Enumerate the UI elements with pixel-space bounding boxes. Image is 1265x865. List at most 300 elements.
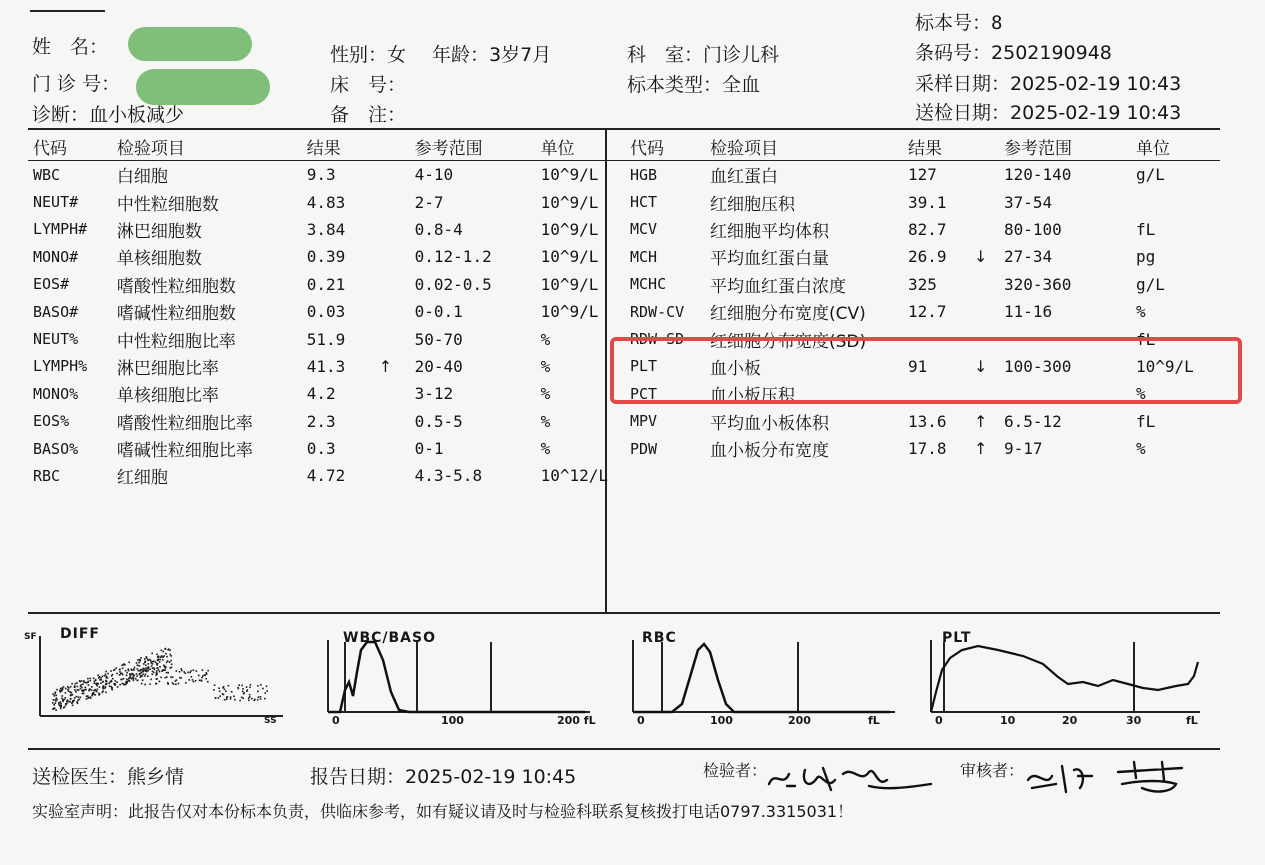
rbc-tick-100: 100 xyxy=(710,714,733,727)
diff-dot xyxy=(116,673,118,675)
diff-dot xyxy=(105,692,107,694)
table-row xyxy=(630,435,1225,462)
diff-dot xyxy=(62,701,64,703)
result-item: 淋巴细胞数 xyxy=(116,221,202,242)
diff-dot xyxy=(258,696,260,698)
diff-dot xyxy=(199,680,201,682)
result-item: 血红蛋白 xyxy=(710,167,778,188)
result-range: 27-34 xyxy=(1004,247,1053,267)
result-flag xyxy=(974,161,1004,188)
diff-dot xyxy=(260,698,262,700)
diff-dot xyxy=(218,687,220,689)
diff-dot xyxy=(156,683,158,685)
result-unit: % xyxy=(1136,302,1146,322)
diff-dot xyxy=(120,679,122,681)
diff-dot xyxy=(53,699,55,701)
diff-dot xyxy=(142,674,144,676)
name-redaction xyxy=(128,27,252,61)
diff-dot xyxy=(189,672,191,674)
diff-dot xyxy=(60,703,62,705)
diff-dot xyxy=(262,688,264,690)
footer-rule xyxy=(28,748,1220,750)
diff-dot xyxy=(110,670,112,672)
diff-dot xyxy=(61,690,63,692)
table-row xyxy=(33,462,608,489)
diff-dot xyxy=(89,688,91,690)
diff-dot xyxy=(138,662,140,664)
diff-dot xyxy=(238,684,240,686)
lab-statement: 实验室声明：此报告仅对本份标本负责，供临床参考，如有疑议请及时与检验科联系复核拨打电话0797.3315031！ xyxy=(32,802,854,821)
result-range: 2-7 xyxy=(414,192,444,212)
table-row xyxy=(33,435,608,462)
table-row xyxy=(33,188,608,215)
result-code: BASO% xyxy=(33,439,79,458)
result-code: EOS# xyxy=(33,275,70,294)
diff-dot xyxy=(115,667,117,669)
result-item: 嗜酸性粒细胞比率 xyxy=(116,413,253,434)
diff-dot xyxy=(159,666,161,668)
diff-dot xyxy=(167,682,169,684)
diff-dot xyxy=(139,659,141,661)
diff-dot xyxy=(147,668,149,670)
diff-dot xyxy=(254,699,256,701)
diff-dot xyxy=(56,689,58,691)
diff-dot xyxy=(77,686,79,688)
diff-dot xyxy=(207,681,209,683)
result-code: PCT xyxy=(630,384,658,403)
doctor-value: 熊乡情 xyxy=(127,766,185,788)
result-range: 4-10 xyxy=(414,165,454,185)
diff-dot xyxy=(102,692,104,694)
report-date-label: 报告日期： xyxy=(310,766,406,788)
result-range: 0-0.1 xyxy=(414,302,463,322)
diff-dot xyxy=(133,669,135,671)
rbc-histogram xyxy=(630,632,910,727)
diff-dot xyxy=(106,681,108,683)
diff-dot xyxy=(218,697,220,699)
diff-dot xyxy=(152,663,154,665)
result-range: 320-360 xyxy=(1004,274,1072,294)
diff-dot xyxy=(80,684,82,686)
diff-dot xyxy=(215,697,217,699)
result-range: 9-17 xyxy=(1004,439,1043,459)
result-unit: 10^9/L xyxy=(540,165,599,185)
diff-dot xyxy=(76,682,78,684)
wbc-tick-0: 0 xyxy=(332,714,340,727)
diff-dot xyxy=(169,654,171,656)
diff-dot xyxy=(205,678,207,680)
diff-dot xyxy=(87,678,89,680)
diff-dot xyxy=(202,669,204,671)
diff-dot xyxy=(155,674,157,676)
diff-dot xyxy=(138,670,140,672)
diff-dot xyxy=(54,695,56,697)
diff-dot xyxy=(171,667,173,669)
result-flag xyxy=(379,380,415,407)
diff-dot xyxy=(95,679,97,681)
diff-dot xyxy=(165,667,167,669)
diff-dot xyxy=(102,686,104,688)
table-row xyxy=(33,325,608,352)
diff-dot xyxy=(133,680,135,682)
collect-date-label: 采样日期： xyxy=(915,73,1011,95)
diff-dot xyxy=(76,701,78,703)
sample-no-label: 标本号： xyxy=(915,12,992,34)
diff-dot xyxy=(175,683,177,685)
result-code: BASO# xyxy=(33,302,79,321)
diff-dot xyxy=(54,693,56,695)
result-code: WBC xyxy=(33,165,61,184)
result-flag xyxy=(379,216,415,243)
diff-dot xyxy=(164,648,166,650)
diff-dot xyxy=(55,702,57,704)
dept-field xyxy=(627,40,779,67)
diff-dot xyxy=(126,679,128,681)
diff-dot xyxy=(219,695,221,697)
diff-dot xyxy=(166,672,168,674)
diff-dot xyxy=(87,681,89,683)
table-row xyxy=(33,271,608,298)
diff-dot xyxy=(161,670,163,672)
result-value: 0.3 xyxy=(306,439,336,459)
sample-no-field xyxy=(915,8,1002,35)
result-item: 红细胞 xyxy=(116,468,168,489)
diff-dot xyxy=(56,699,58,701)
diff-dot xyxy=(169,650,171,652)
diff-dot xyxy=(223,694,225,696)
diff-dot xyxy=(91,695,93,697)
sex-label: 性别： xyxy=(330,44,388,66)
diff-dot xyxy=(52,708,54,710)
result-item: 平均血红蛋白浓度 xyxy=(710,276,846,297)
diff-dot xyxy=(185,682,187,684)
diff-dot xyxy=(77,703,79,705)
result-flag: ↓ xyxy=(974,356,988,376)
diff-dot xyxy=(126,675,128,677)
table-row xyxy=(33,161,608,188)
diff-dot xyxy=(219,691,221,693)
diff-dot xyxy=(96,691,98,693)
diff-dot xyxy=(134,667,136,669)
diff-dot xyxy=(204,675,206,677)
diff-dot xyxy=(139,665,141,667)
diff-dot xyxy=(93,682,95,684)
result-unit: 10^9/L xyxy=(540,192,599,212)
diff-dot xyxy=(119,684,121,686)
diff-dot xyxy=(180,677,182,679)
diff-dot xyxy=(105,671,107,673)
diff-dot xyxy=(87,697,89,699)
diff-dot xyxy=(151,665,153,667)
diff-dot xyxy=(158,669,160,671)
diff-dot xyxy=(70,694,72,696)
diff-dot xyxy=(243,693,245,695)
result-value: 17.8 xyxy=(908,439,947,459)
diff-dot xyxy=(226,699,228,701)
diff-dot xyxy=(82,683,84,685)
result-item: 嗜碱性粒细胞数 xyxy=(116,304,236,325)
diff-dot xyxy=(56,697,58,699)
sample-type-value: 全血 xyxy=(722,74,761,96)
diff-dot xyxy=(163,651,165,653)
diff-dot xyxy=(61,695,63,697)
clinic-label: 门 诊 号： xyxy=(32,73,121,95)
result-code: RBC xyxy=(33,466,61,485)
diff-dot xyxy=(142,679,144,681)
result-code: RDW-CV xyxy=(630,302,685,321)
rbc-plot-svg xyxy=(630,632,910,727)
result-unit: % xyxy=(540,356,551,376)
diff-dot xyxy=(79,699,81,701)
right-results-table xyxy=(630,132,1225,462)
diff-dot xyxy=(243,698,245,700)
sex-value: 女 xyxy=(387,44,407,66)
result-item: 平均血红蛋白量 xyxy=(710,249,829,270)
diff-dot xyxy=(146,669,148,671)
diff-dot xyxy=(88,684,90,686)
diff-dot xyxy=(140,669,142,671)
result-code: PDW xyxy=(630,439,658,458)
diff-dot xyxy=(130,677,132,679)
diff-dot xyxy=(125,681,127,683)
header-unit: 单位 xyxy=(1136,139,1170,159)
diff-dot xyxy=(113,683,115,685)
diff-dot xyxy=(70,686,72,688)
diff-dot xyxy=(137,665,139,667)
diff-dot xyxy=(234,699,236,701)
diff-dot xyxy=(121,665,123,667)
diff-dot xyxy=(147,670,149,672)
result-unit: fL xyxy=(1136,411,1156,431)
diff-dot xyxy=(102,688,104,690)
tester-signature xyxy=(765,760,935,796)
diff-dot xyxy=(52,702,54,704)
result-flag xyxy=(379,462,415,489)
result-value: 3.84 xyxy=(306,219,346,239)
table-row xyxy=(630,243,1225,270)
diff-dot xyxy=(201,677,203,679)
diff-dot xyxy=(109,685,111,687)
result-code: MCH xyxy=(630,247,658,266)
diff-dot xyxy=(133,676,135,678)
diff-dot xyxy=(266,690,268,692)
result-unit: 10^12/L xyxy=(540,466,608,486)
diff-dot xyxy=(249,694,251,696)
diff-dot xyxy=(64,699,66,701)
result-value: 4.72 xyxy=(306,466,346,486)
diff-dot xyxy=(129,680,131,682)
result-unit: 10^9/L xyxy=(1136,356,1194,376)
result-item: 血小板分布宽度 xyxy=(710,441,829,462)
diff-dot xyxy=(167,672,169,674)
diff-dot xyxy=(161,650,163,652)
diff-dot xyxy=(86,698,88,700)
plt-tick-30: 30 xyxy=(1126,714,1142,727)
diff-dot xyxy=(128,662,130,664)
diff-dot xyxy=(145,664,147,666)
diff-dot xyxy=(125,670,127,672)
diff-dot xyxy=(81,680,83,682)
diff-dot xyxy=(60,688,62,690)
diff-dot xyxy=(158,656,160,658)
diff-dot xyxy=(115,680,117,682)
diff-dot xyxy=(237,687,239,689)
diff-dot xyxy=(178,683,180,685)
result-unit: % xyxy=(1136,384,1146,404)
diff-dot xyxy=(62,688,64,690)
diff-dot xyxy=(59,690,61,692)
diff-dot xyxy=(117,686,119,688)
diff-dot xyxy=(90,680,92,682)
diff-dot xyxy=(228,685,230,687)
diff-dot xyxy=(75,691,77,693)
diff-dot xyxy=(114,684,116,686)
result-flag xyxy=(974,188,1004,215)
result-range: 50-70 xyxy=(414,329,463,349)
left-table-header xyxy=(33,132,608,161)
diff-dot xyxy=(111,689,113,691)
table-row xyxy=(630,161,1225,188)
result-flag xyxy=(379,243,415,270)
table-row xyxy=(630,216,1225,243)
diff-plot-svg xyxy=(28,628,288,723)
diff-dot xyxy=(88,690,90,692)
diff-dot xyxy=(201,680,203,682)
diff-dot xyxy=(248,700,250,702)
diff-dot xyxy=(171,664,173,666)
result-range: 0.12-1.2 xyxy=(414,247,492,267)
diff-dot xyxy=(83,680,85,682)
diff-dot xyxy=(137,659,139,661)
diff-dot xyxy=(257,685,259,687)
result-range: 100-300 xyxy=(1004,356,1072,376)
diff-dot xyxy=(81,687,83,689)
diff-dot xyxy=(121,673,123,675)
diff-dot xyxy=(152,673,154,675)
diff-dot xyxy=(74,697,76,699)
wbc-label: WBC/BASO xyxy=(343,630,436,646)
header-item: 检验项目 xyxy=(116,139,185,159)
result-unit: % xyxy=(540,439,551,459)
left-results-table xyxy=(33,132,608,490)
diagnosis-value: 血小板减少 xyxy=(89,104,185,126)
diff-dot xyxy=(143,668,145,670)
diff-dot xyxy=(69,691,71,693)
diff-dot xyxy=(74,686,76,688)
diff-dot xyxy=(257,691,259,693)
diff-dot xyxy=(111,675,113,677)
diff-dot xyxy=(55,709,57,711)
diff-dot xyxy=(159,671,161,673)
diff-dot xyxy=(100,677,102,679)
diff-dot xyxy=(165,677,167,679)
diff-dot xyxy=(190,670,192,672)
diff-dot xyxy=(233,696,235,698)
result-code: NEUT# xyxy=(33,193,79,212)
barcode-field xyxy=(915,38,1112,65)
result-code: NEUT% xyxy=(33,330,79,349)
diff-dot xyxy=(123,678,125,680)
diff-dot xyxy=(93,692,95,694)
diff-dot xyxy=(60,701,62,703)
diff-dot xyxy=(105,674,107,676)
diff-dot xyxy=(68,690,70,692)
diff-dot xyxy=(65,692,67,694)
sample-no-value: 8 xyxy=(991,12,1003,34)
diff-dot xyxy=(145,674,147,676)
diff-dot xyxy=(249,696,251,698)
diff-dot xyxy=(137,668,139,670)
diff-dot xyxy=(59,705,61,707)
wbc-tick-200: 200 fL xyxy=(557,714,596,727)
diff-dot xyxy=(79,680,81,682)
diff-dot xyxy=(239,700,241,702)
send-date-value: 2025-02-19 10:43 xyxy=(1010,102,1182,124)
result-flag xyxy=(379,271,415,298)
rbc-tick-200: 200 xyxy=(788,714,811,727)
result-range: 4.3-5.8 xyxy=(414,466,483,486)
diff-dot xyxy=(172,682,174,684)
result-code: EOS% xyxy=(33,412,70,431)
diff-dot xyxy=(181,670,183,672)
diff-dot xyxy=(162,659,164,661)
diff-dot xyxy=(125,683,127,685)
diff-dot xyxy=(63,686,65,688)
diff-dot xyxy=(55,700,57,702)
result-item: 红细胞分布宽度(CV) xyxy=(710,304,866,325)
diff-dot xyxy=(241,697,243,699)
diff-dot xyxy=(106,677,108,679)
wbc-histogram xyxy=(325,632,615,727)
result-code: MONO% xyxy=(33,384,79,403)
result-item: 红细胞压积 xyxy=(710,194,795,215)
diff-dot xyxy=(56,695,58,697)
diff-dot xyxy=(90,696,92,698)
diff-dot xyxy=(104,675,106,677)
diff-dot xyxy=(143,663,145,665)
diff-y-axis-label: SF xyxy=(24,632,37,642)
result-item: 中性粒细胞数 xyxy=(116,194,219,215)
diff-dot xyxy=(170,660,172,662)
diff-dot xyxy=(231,691,233,693)
table-bottom-rule xyxy=(28,612,1220,614)
result-flag: ↑ xyxy=(974,411,988,431)
table-top-rule xyxy=(28,128,1220,130)
diff-dot xyxy=(149,659,151,661)
result-value: 91 xyxy=(908,356,928,376)
result-range: 0.8-4 xyxy=(414,219,463,239)
diff-dot xyxy=(155,661,157,663)
result-unit: 10^9/L xyxy=(540,219,599,239)
diff-dot xyxy=(132,677,134,679)
diff-dot xyxy=(144,675,146,677)
diff-dot xyxy=(223,686,225,688)
result-range: 0.02-0.5 xyxy=(414,274,492,294)
diff-dot xyxy=(104,687,106,689)
diff-dot xyxy=(241,685,243,687)
diff-dot xyxy=(72,702,74,704)
result-value: 2.3 xyxy=(306,411,336,431)
diff-dot xyxy=(152,667,154,669)
table-row xyxy=(33,408,608,435)
result-unit: 10^9/L xyxy=(540,274,599,294)
diff-dot xyxy=(91,686,93,688)
result-value: 0.21 xyxy=(306,274,346,294)
diff-dot xyxy=(144,684,146,686)
result-code: MCV xyxy=(630,220,658,239)
diff-dot xyxy=(53,704,55,706)
right-table-header xyxy=(630,132,1225,161)
